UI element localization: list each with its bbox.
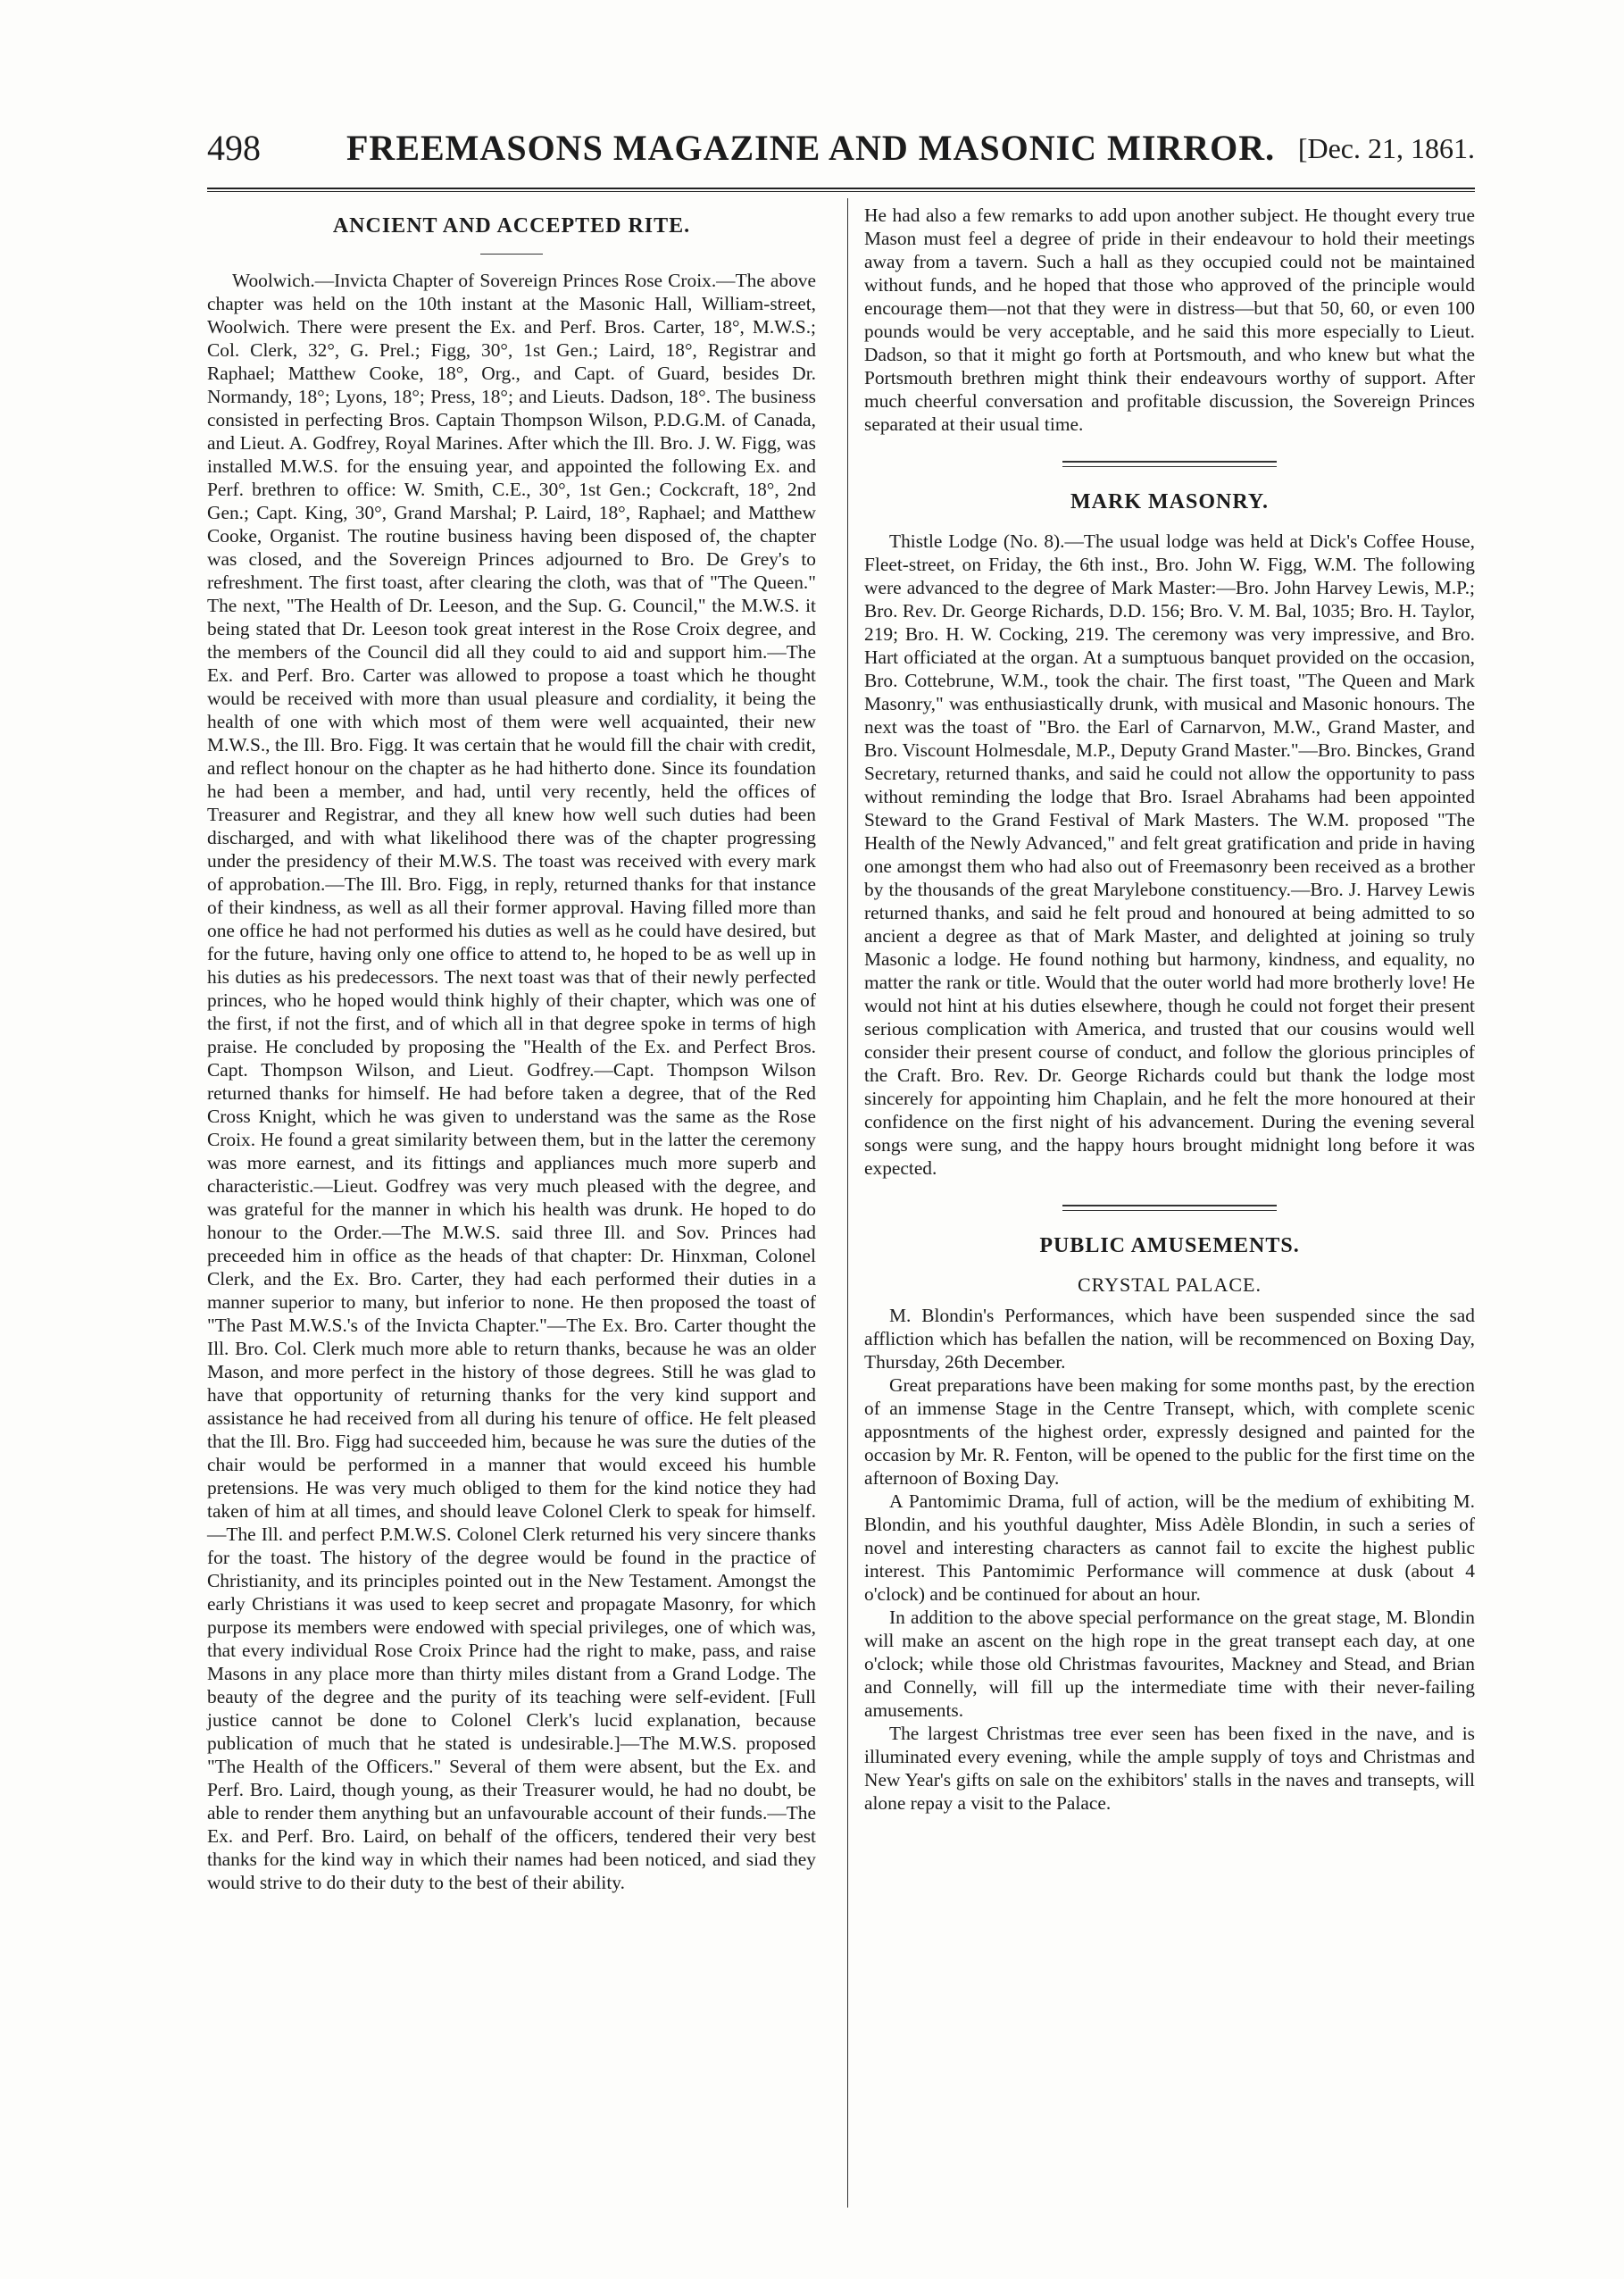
article-paragraph: The largest Christmas tree ever seen has been fixed in the nave, and is illuminated every evening, while the ample supply of toys and Christmas and New Year's gifts on sale on the exhibitors' stalls in the naves and transepts, will alone repay a visit to the Palace. bbox=[864, 1723, 1475, 1814]
section-separator bbox=[1062, 1205, 1277, 1211]
right-column bbox=[864, 204, 1475, 1815]
section-title-public-amusements: PUBLIC AMUSEMENTS. bbox=[1039, 1234, 1300, 1257]
article-paragraph: In addition to the above special performance on the great stage, M. Blondin will make an ascent on the high rope in the great transept each day, at one o'clock; while those old Christmas favourites, Mackney and Stead, and Brian and Connelly, will fill up the intermediate time with their never-failing amusements. bbox=[864, 1607, 1475, 1721]
article-paragraph: Woolwich.—Invicta Chapter of Sovereign Princes Rose Croix.—The above chapter was held on the 10th instant at the Masonic Hall, William-street, Woolwich. There were present the Ex. and Perf. Bros. Carter, 18°, M.W.S.; Col. Clerk, 32°, G. Prel.; Figg, 30°, 1st Gen.; Laird, 18°, Registrar and Raphael; Matthew Cooke, 18°, Org., and Capt. of Guard, besides Dr. Normandy, 18°; Lyons, 18°; Press, 18°; and Lieuts. Dadson, 18°. The business consisted in perfecting Bros. Captain Thompson Wilson, P.D.G.M. of Canada, and Lieut. A. Godfrey, Royal Marines. After which the Ill. Bro. J. W. Figg, was installed M.W.S. for the ensuing year, and appointed the following Ex. and Perf. brethren to office: W. Smith, C.E., 30°, 1st Gen.; Cockcraft, 18°, 2nd Gen.; Capt. King, 30°, Grand Marshal; P. Laird, 18°, Raphael; and Matthew Cooke, Organist. The routine business having been disposed of, the chapter was closed, and the Sovereign Princes adjourned to Bro. De Grey's to refreshment. The first toast, after clearing the cloth, was that of "The Queen." The next, "The Health of Dr. Leeson, and the Sup. G. Council," the M.W.S. it being stated that Dr. Leeson took great interest in the Rose Croix degree, and the members of the Council did all they could to aid and support him.—The Ex. and Perf. Bro. Carter was allowed to propose a toast which he thought would be received with more than usual pleasure and cordiality, it being the health of one with which most of them were well acquainted, their new M.W.S., the Ill. Bro. Figg. It was certain that he would fill the chair with credit, and reflect honour on the chapter as he had hitherto done. Since its foundation he had been a member, and had, until very recently, held the offices of Treasurer and Registrar, and they all knew how well such duties had been discharged, and with what likelihood there was of the chapter progressing under the presidency of their M.W.S. The toast was received with every mark of approbation.—The Ill. Bro. Figg, in reply, returned thanks for that instance of their kindness, as well as all their former approval. Having filled more than one office he had not performed his duties as well as he could have desired, but for the future, having only one office to attend to, he hoped to be as well up in his duties as his predecessors. The next toast was that of their newly perfected princes, who he hoped would think highly of their chapter, which was one of the first, if not the first, and of which all in that degree spoke in terms of high praise. He concluded by proposing the "Health of the Ex. and Perfect Bros. Capt. Thompson Wilson, and Lieut. Godfrey.—Capt. Thompson Wilson returned thanks for himself. He had before taken a degree, that of the Red Cross Knight, which he was given to understand was the same as the Rose Croix. He found a great similarity between them, but in the latter the ceremony was more earnest, and its fittings and appliances much more superb and characteristic.—Lieut. Godfrey was very much pleased with the degree, and was grateful for the manner in which his health was drunk. He hoped to do honour to the Order.—The M.W.S. said three Ill. and Sov. Princes had preceeded him in office as the heads of that chapter: Dr. Hinxman, Colonel Clerk, and the Ex. Bro. Carter, they had each performed their duties in a manner superior to many, but inferior to none. He then proposed the toast of "The Past M.W.S.'s of the Invicta Chapter."—The Ex. Bro. Carter thought the Ill. Bro. Col. Clerk much more able to return thanks, because he was an older Mason, and more perfect in the history of those degrees. Still he was glad to have that opportunity of returning thanks for the very kind support and assistance he had received from all during his tenure of office. He felt pleased that the Ill. Bro. Figg had succeeded him, because he was sure the duties of the chair would be performed in a manner that would exceed his humble pretensions. He was very much obliged to them for the kind notice they had taken of him at all times, and should leave Colonel Clerk to speak for himself.—The Ill. and perfect P.M.W.S. Colonel Clerk returned his very sincere thanks for the toast. The history of the degree would be found in the practice of Christianity, and its principles pointed out in the New Testament. Amongst the early Christians it was used to keep secret and propagate Masonry, for which purpose its members were endowed with special privileges, one of which was, that every individual Rose Croix Prince had the right to make, pass, and raise Masons in any place more than thirty miles distant from a Grand Lodge. The beauty of the degree and the purity of its teaching were self-evident. [Full justice cannot be done to Colonel Clerk's lucid explanation, because publication of much that he stated is undesirable.]—The M.W.S. proposed "The Health of the Officers." Several of them were absent, but the Ex. and Perf. Bro. Laird, though young, as their Treasurer would, he had no doubt, be able to render them anything but an unfavourable account of their funds.—The Ex. and Perf. Bro. Laird, on behalf of the officers, tendered their very best thanks for the kind way in which their names had been noticed, and siad they would strive to do their duty to the best of their ability. bbox=[207, 270, 816, 1893]
left-column bbox=[207, 204, 816, 1894]
masthead: FREEMASONS MAGAZINE AND MASONIC MIRROR. bbox=[346, 128, 1276, 168]
issue-date: [Dec. 21, 1861. bbox=[1297, 132, 1475, 164]
section-separator bbox=[1062, 461, 1277, 467]
header-rule-secondary bbox=[207, 191, 1475, 192]
page-number: 498 bbox=[207, 128, 261, 168]
continuation-paragraph: He had also a few remarks to add upon another subject. He thought every true Mason must feel a degree of pride in their endeavour to hold their meetings away from a tavern. Such a hall as they occupied could not be maintained without funds, and he hoped that those who approved of the principle would encourage them—not that they were in distress—but that 50, 60, or even 100 pounds would be very acceptable, and he said this more especially to Lieut. Dadson, so that it might go forth at Portsmouth, and who knew but what the Portsmouth brethren might think their endeavours worthy of support. After much cheerful conversation and profitable discussion, the Sovereign Princes separated at their usual time. bbox=[864, 205, 1475, 435]
article-paragraph: Great preparations have been making for some months past, by the erection of an immense Stage in the Centre Transept, which, with complete scenic apposntments of the highest order, expressly designed and painted for the occasion by Mr. R. Fenton, will be opened to the public for the first time on the afternoon of Boxing Day. bbox=[864, 1374, 1475, 1489]
page-header bbox=[207, 127, 1475, 175]
subsection-title: CRYSTAL PALACE. bbox=[1078, 1273, 1262, 1296]
section-title-mark-masonry: MARK MASONRY. bbox=[1070, 490, 1269, 513]
article-paragraph: M. Blondin's Performances, which have been suspended since the sad affliction which has befallen the nation, will be recommenced on Boxing Day, Thursday, 26th December. bbox=[864, 1305, 1475, 1373]
section-title-ancient-rite: ANCIENT AND ACCEPTED RITE. bbox=[332, 214, 691, 238]
title-divider bbox=[480, 254, 543, 255]
article-paragraph: A Pantomimic Drama, full of action, will be the medium of exhibiting M. Blondin, and his youthful daughter, Miss Adèle Blondin, in such a series of novel and interesting characters as cannot fail to excite the highest public interest. This Pantomimic Performance will commence at dusk (about 4 o'clock) and be continued for about an hour. bbox=[864, 1490, 1475, 1605]
column-divider bbox=[847, 198, 848, 2208]
article-paragraph: Thistle Lodge (No. 8).—The usual lodge was held at Dick's Coffee House, Fleet-street, on Friday, the 6th inst., Bro. John W. Figg, W.M. The following were advanced to the degree of Mark Master:—Bro. John Harvey Lewis, M.P.; Bro. Rev. Dr. George Richards, D.D. 156; Bro. V. M. Bal, 1035; Bro. H. Taylor, 219; Bro. H. W. Cocking, 219. The ceremony was very impressive, and Bro. Hart officiated at the organ. At a sumptuous banquet provided on the occasion, Bro. Cottebrune, W.M., took the chair. The first toast, "The Queen and Mark Masonry," was enthusiastically drunk, with musical and Masonic honours. The next was the toast of "Bro. the Earl of Carnarvon, M.W., Grand Master, and Bro. Viscount Holmesdale, M.P., Deputy Grand Master."—Bro. Binckes, Grand Secretary, returned thanks, and said he could not allow the opportunity to pass without reminding the lodge that Bro. Israel Abrahams had been appointed Steward to the Grand Festival of Mark Masters. The W.M. proposed "The Health of the Newly Advanced," and felt great gratification and pride in having one amongst them who had also out of Freemasonry been received as a brother by the thousands of the great Marylebone constituency.—Bro. J. Harvey Lewis returned thanks, and said he felt proud and honoured at being admitted to so ancient a degree as that of Mark Master, and delighted at joining so truly Masonic a lodge. He found nothing but harmony, kindness, and equality, no matter the rank or title. Would that the outer world had more brotherly love! He would not hint at his duties elsewhere, though he could not forget their present serious complication with America, and trusted that our cousins would well consider their present course of conduct, and follow the glorious principles of the Craft. Bro. Rev. Dr. George Richards could but thank the lodge most sincerely for appointing him Chaplain, and he felt the more honoured at their confidence on the first night of his advancement. During the evening several songs were sung, and the happy hours brought midnight long before it was expected. bbox=[864, 530, 1475, 1179]
header-rule bbox=[207, 188, 1475, 189]
